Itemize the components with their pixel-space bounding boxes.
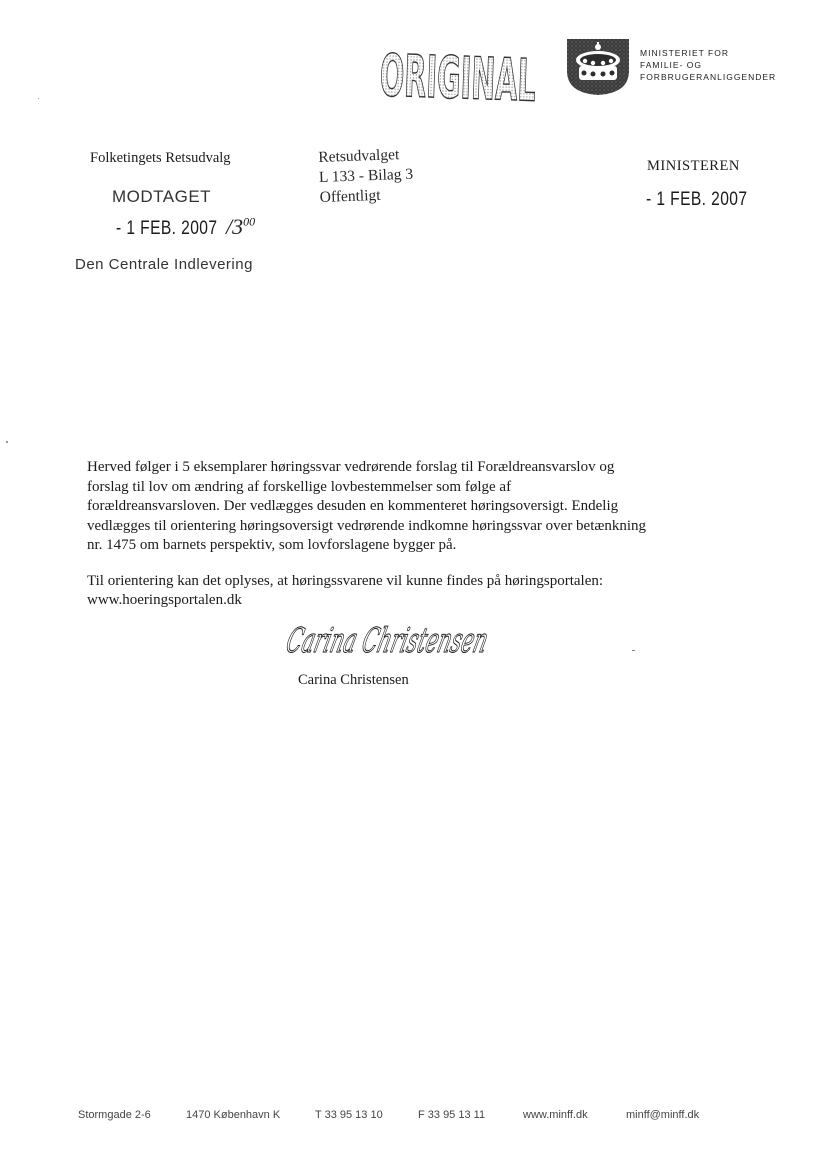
signer-name: Carina Christensen — [298, 672, 409, 688]
received-time-main: /3 — [226, 214, 244, 239]
footer-fax: F 33 95 13 11 — [418, 1109, 486, 1121]
ministry-line-1: MINISTERIET FOR — [640, 48, 729, 58]
public-status: Offentligt — [319, 186, 381, 206]
ministry-line-2: FAMILIE- OG — [640, 60, 703, 70]
recipient-name: Folketingets Retsudvalg — [90, 150, 231, 166]
received-stamp-date: - 1 FEB. 2007 — [116, 218, 218, 239]
scan-speck — [6, 441, 8, 443]
committee-annotation — [318, 145, 414, 208]
hearing-portal-link: www.hoeringsportalen.dk — [87, 592, 242, 608]
footer-website: www.minff.dk — [523, 1109, 588, 1121]
received-stamp-label: MODTAGET — [112, 187, 212, 206]
crown-icon — [563, 33, 633, 97]
footer-city: 1470 København K — [186, 1109, 281, 1121]
received-stamp-time — [226, 214, 255, 240]
body-paragraph-1: Herved følger i 5 eksemplarer høringssvar vedrørende forslag til Forældreansvarslov og forslag til lov om ændring af forskellige lovbestemmelser som følge af forældreansvarsloven. Der vedlægges desuden en kommenteret høringsoversigt. Endelig vedlægges til orientering høringsoversigt vedrørende indkomne høringssvar over betænkning nr. 1475 om barnets perspektiv, som lovforslagene bygger på. — [87, 459, 647, 553]
ministry-name — [640, 47, 820, 83]
footer-email: minff@minff.dk — [626, 1109, 700, 1121]
handwritten-signature — [280, 606, 490, 676]
ministry-crown-logo — [563, 33, 633, 97]
signature-text: Carina Christensen — [282, 621, 490, 661]
scan-speck — [632, 650, 635, 651]
bill-reference: L 133 - Bilag 3 — [318, 165, 414, 186]
minister-stamp-label: MINISTEREN — [647, 158, 740, 174]
minister-stamp-date: - 1 FEB. 2007 — [646, 189, 748, 210]
body-paragraph-2-text: Til orientering kan det oplyses, at høringssvarene vil kunne findes på høringsportalen: — [87, 572, 604, 589]
body-paragraph-2 — [87, 572, 647, 611]
letterhead-footer — [78, 1109, 778, 1127]
original-stamp-text: ORIGINAL — [378, 41, 540, 108]
received-stamp-office: Den Centrale Indlevering — [75, 256, 253, 273]
received-time-minutes: 00 — [243, 214, 256, 229]
ministry-line-3: FORBRUGERANLIGGENDER — [640, 72, 777, 82]
footer-address: Stormgade 2-6 — [78, 1109, 151, 1121]
committee-name: Retsudvalget — [318, 146, 400, 166]
scan-speck — [38, 98, 39, 99]
original-stamp — [376, 36, 540, 108]
letter-body — [87, 458, 647, 627]
footer-phone: T 33 95 13 10 — [315, 1109, 383, 1121]
